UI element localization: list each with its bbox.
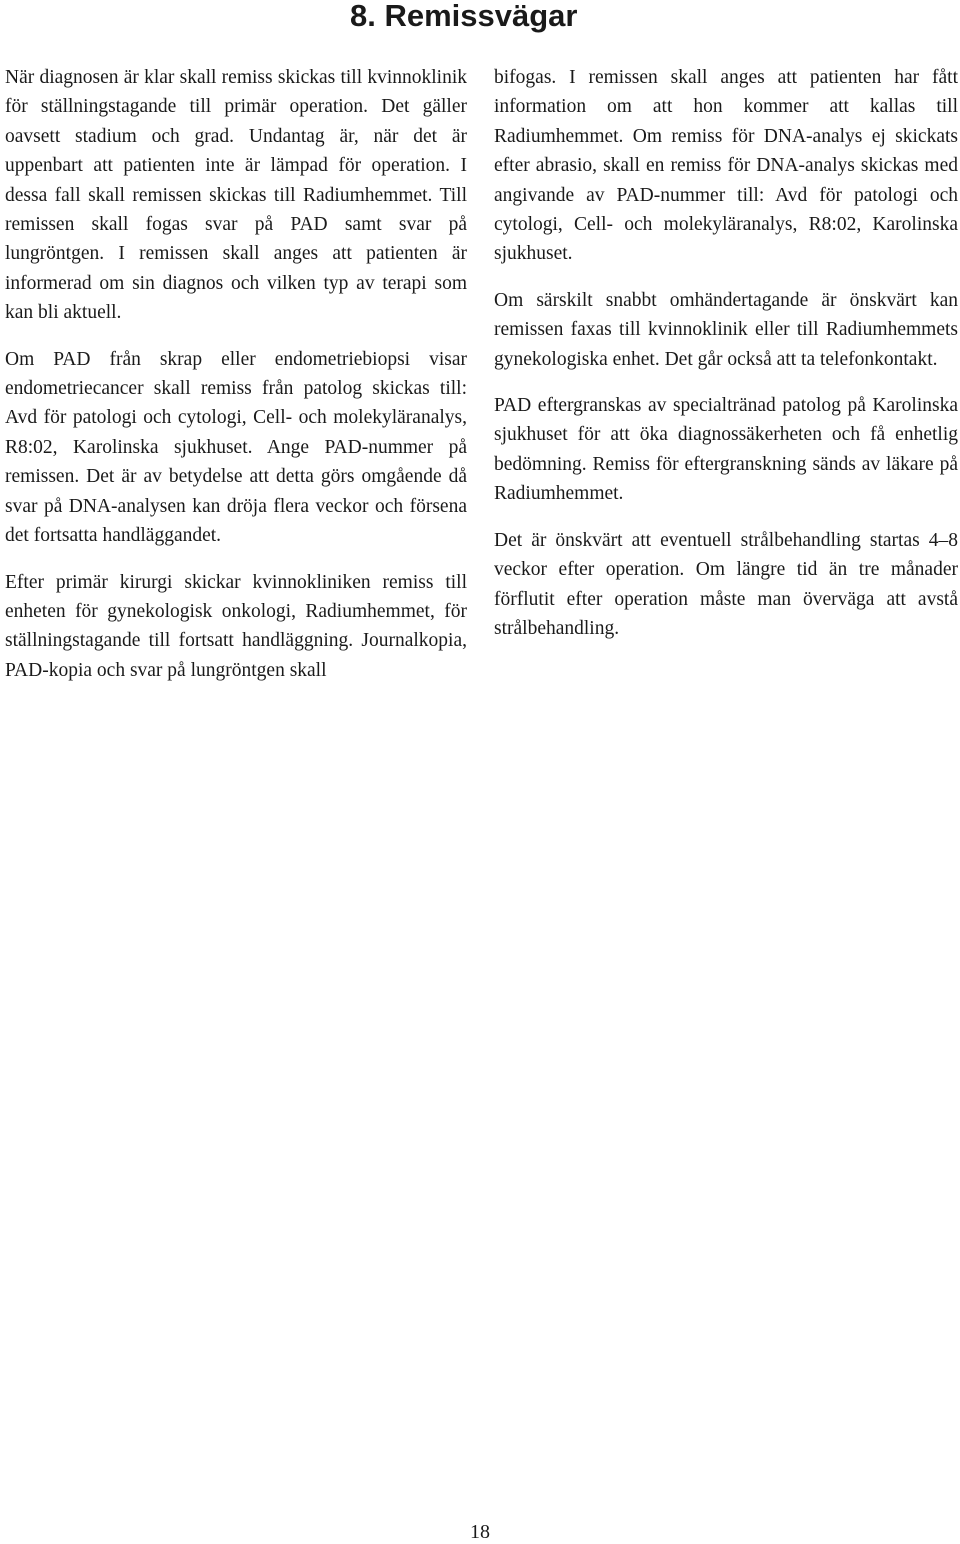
page-title: 8. Remissvägar [350, 0, 578, 33]
body-paragraph: Om särskilt snabbt omhändertagande är önskvärt kan remissen faxas till kvinnoklinik eller till Radiumhemmets gynekologiska enhet. Det går också att ta telefonkontakt. [494, 289, 958, 370]
page-number: 18 [470, 1521, 490, 1543]
body-paragraph: Om PAD från skrap eller endometriebiopsi visar endometriecancer skall remiss från patolog skickas till: Avd för patologi och cytologi, Cell- och molekyläranalys, R8:02, Karolinska sjukhuset. Ange PAD-nummer på remissen. Det är av betydelse att detta görs omgående då svar på DNA-analysen kan dröja flera veckor och försena det fortsatta handläggandet. [5, 348, 467, 547]
body-paragraph: bifogas. I remissen skall anges att patienten har fått information om att hon kommer att kallas till Radiumhemmet. Om remiss för DNA-analys ej skickats efter abrasio, skall en remiss för DNA-analys skickas med angivande av PAD-nummer till: Avd för patologi och cytologi, Cell- och molekyläranalys, R8:02, Karolinska sjukhuset. [494, 67, 958, 265]
body-paragraph: Det är önskvärt att eventuell strålbehandling startas 4–8 veckor efter operation. Om längre tid än tre månader förflutit efter operation måste man överväga att avstå strålbehandling. [494, 529, 958, 639]
body-paragraph: Efter primär kirurgi skickar kvinnokliniken remiss till enheten för gynekologisk onkologi, Radiumhemmet, för ställningstagande till fortsatt handläggning. Journalkopia, PAD-kopia och svar på lungröntgen skall [5, 571, 467, 681]
body-paragraph: När diagnosen är klar skall remiss skickas till kvinnoklinik för ställningstagande till primär operation. Det gäller oavsett stadium och grad. Undantag är, när det är uppenbart att patienten inte är lämpad för operation. I dessa fall skall remissen skickas till Radiumhemmet. Till remissen skall fogas svar på PAD samt svar på lungröntgen. I remissen skall anges att patienten är informerad om sin diagnos och vilken typ av terapi som kan bli aktuell. [5, 67, 467, 324]
left-text-column [5, 63, 467, 702]
right-text-column [494, 63, 958, 660]
body-paragraph: PAD eftergranskas av specialtränad patolog på Karolinska sjukhuset för att öka diagnossäkerheten och få enhetlig bedömning. Remiss för eftergranskning sänds av läkare på Radiumhemmet. [494, 395, 958, 505]
